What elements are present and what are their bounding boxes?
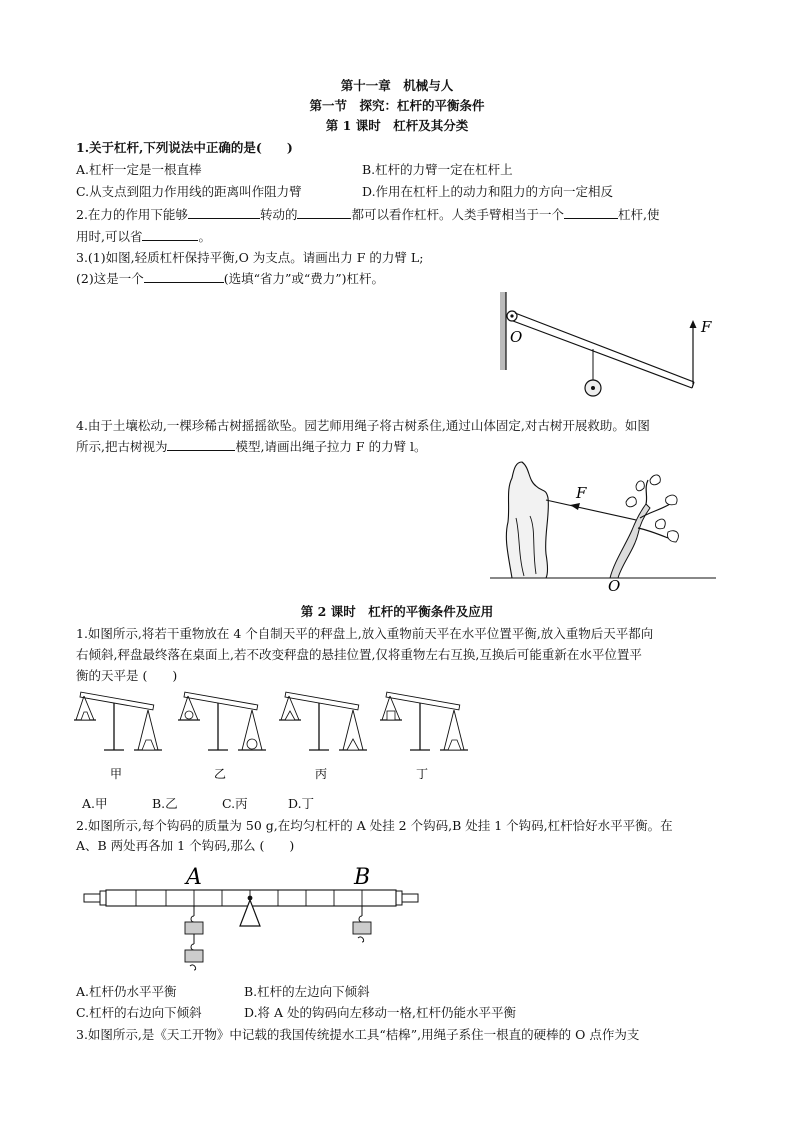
label-a: A — [186, 865, 202, 890]
weight — [185, 922, 203, 934]
p1-q2-part6: 。 — [198, 229, 211, 244]
p1-q4-part-a: 所示,把古树视为 — [76, 439, 168, 454]
p1-q1-option-d: D.作用在杠杆上的动力和阻力的方向一定相反 — [362, 184, 614, 199]
p2-q1-option-c: C.丙 — [222, 796, 248, 811]
p1-q3-part-a: (2)这是一个 — [76, 271, 144, 286]
mountain — [506, 462, 548, 578]
ball-center — [591, 386, 595, 390]
balance-jia — [74, 692, 162, 750]
p2-q2-option-d: D.将 A 处的钩码向左移动一格,杠杆仍能水平平衡 — [244, 1005, 516, 1020]
p2-q2-line1: 2.如图所示,每个钩码的质量为 50 g,在均匀杠杆的 A 处挂 2 个钩码,B 处挂 1 个钩码,杠杆恰好水平平衡。在 — [76, 818, 673, 833]
label-b: B — [354, 865, 371, 890]
answer-blank[interactable] — [188, 206, 260, 219]
p2-q1-line1: 1.如图所示,将若干重物放在 4 个自制天平的秤盘上,放入重物前天平在水平位置平衡,放入重物后天平都向 — [76, 626, 654, 641]
answer-blank[interactable] — [297, 206, 351, 219]
lesson1-title: 第 1 课时 杠杆及其分类 — [325, 118, 469, 133]
p1-q2-line1 — [76, 206, 659, 223]
leaf — [626, 497, 636, 507]
p2-q1-option-b: B.乙 — [152, 796, 178, 811]
lever-figure — [496, 290, 726, 410]
p2-q1-option-d: D.丁 — [288, 796, 315, 811]
p1-q1-option-a: A.杠杆一定是一根直棒 — [76, 162, 202, 177]
hook-lever-figure — [80, 858, 420, 978]
leaf — [636, 481, 644, 491]
chapter-title: 第十一章 机械与人 — [340, 78, 454, 93]
label-o: O — [608, 577, 621, 595]
p1-q1-stem: 1.关于杠杆,下列说法中正确的是( ) — [76, 140, 293, 155]
p1-q3-part-b: (选填“省力”或“费力”)杠杆。 — [223, 271, 385, 286]
answer-blank[interactable] — [564, 206, 618, 219]
label-o: O — [510, 328, 523, 346]
p1-q1-option-b: B.杠杆的力臂一定在杠杆上 — [362, 162, 513, 177]
rope — [546, 500, 636, 520]
force-arrow-head — [690, 320, 697, 328]
p1-q2-part1: 2.在力的作用下能够 — [76, 207, 188, 222]
p1-q2-part3: 都可以看作杠杆。人类手臂相当于一个 — [351, 207, 564, 222]
p1-q1-option-c: C.从支点到阻力作用线的距离叫作阻力臂 — [76, 184, 302, 199]
p1-q3-line2 — [76, 270, 384, 287]
branch — [638, 528, 668, 538]
p2-q3-line1: 3.如图所示,是《天工开物》中记载的我国传统提水工具“桔槔”,用绳子系住一根直的硬棒的 O 点作为支 — [76, 1027, 640, 1042]
p1-q2-part4: 杠杆,使 — [617, 207, 660, 222]
leaf — [655, 519, 665, 529]
p1-q4-line2 — [76, 438, 427, 455]
label-f: F — [576, 484, 587, 502]
lever-rod-top — [515, 313, 694, 382]
answer-blank[interactable] — [167, 438, 235, 451]
p1-q2-part5: 用时,可以省 — [76, 229, 143, 244]
p1-q2-line2 — [76, 228, 211, 245]
balance-label: 丁 — [416, 767, 429, 781]
weight — [185, 950, 203, 962]
p2-q2-option-a: A.杠杆仍水平平衡 — [76, 984, 177, 999]
p2-q1-line3: 衡的天平是 ( ) — [76, 668, 178, 683]
balance-bing — [279, 692, 367, 750]
weight — [353, 922, 371, 934]
label-f: F — [701, 318, 712, 336]
tree-figure — [490, 458, 720, 595]
p2-q2-option-c: C.杠杆的右边向下倾斜 — [76, 1005, 202, 1020]
balance-ding — [380, 692, 468, 750]
p1-q4-line1: 4.由于土壤松动,一棵珍稀古树摇摇欲坠。园艺师用绳子将古树系住,通过山体固定,对古树开展救助。如图 — [76, 418, 650, 433]
p1-q3-line1: 3.(1)如图,轻质杠杆保持平衡,O 为支点。请画出力 F 的力臂 L; — [76, 250, 424, 265]
leaf — [650, 475, 660, 485]
answer-blank[interactable] — [144, 270, 224, 283]
lever-rod-bottom — [513, 321, 692, 388]
lesson2-title: 第 2 课时 杠杆的平衡条件及应用 — [300, 604, 494, 619]
balance-label: 乙 — [214, 767, 227, 781]
branch — [646, 480, 648, 504]
p2-q2-option-b: B.杠杆的左边向下倾斜 — [244, 984, 370, 999]
answer-blank[interactable] — [142, 228, 198, 241]
wall — [500, 292, 506, 370]
balance-yi — [178, 692, 266, 750]
balances-figure — [72, 690, 472, 786]
p1-q4-part-b: 模型,请画出绳子拉力 F 的力臂 l。 — [235, 439, 427, 454]
p2-q1-option-a: A.甲 — [82, 796, 108, 811]
p1-q2-part2: 转动的 — [259, 207, 298, 222]
leaf — [666, 495, 677, 505]
balance-label: 甲 — [110, 767, 123, 781]
pivot-dot — [510, 314, 513, 317]
section-title: 第一节 探究：杠杆的平衡条件 — [309, 98, 485, 113]
leaf — [667, 531, 678, 542]
p2-q2-line2: A、B 两处再各加 1 个钩码,那么 ( ) — [76, 838, 295, 853]
rope-arrow-head — [570, 503, 580, 510]
p2-q1-line2: 右倾斜,秤盘最终落在桌面上,若不改变秤盘的悬挂位置,仅将重物左右互换,互换后可能重新在水平位置平 — [76, 647, 642, 662]
balance-label: 丙 — [315, 767, 328, 781]
